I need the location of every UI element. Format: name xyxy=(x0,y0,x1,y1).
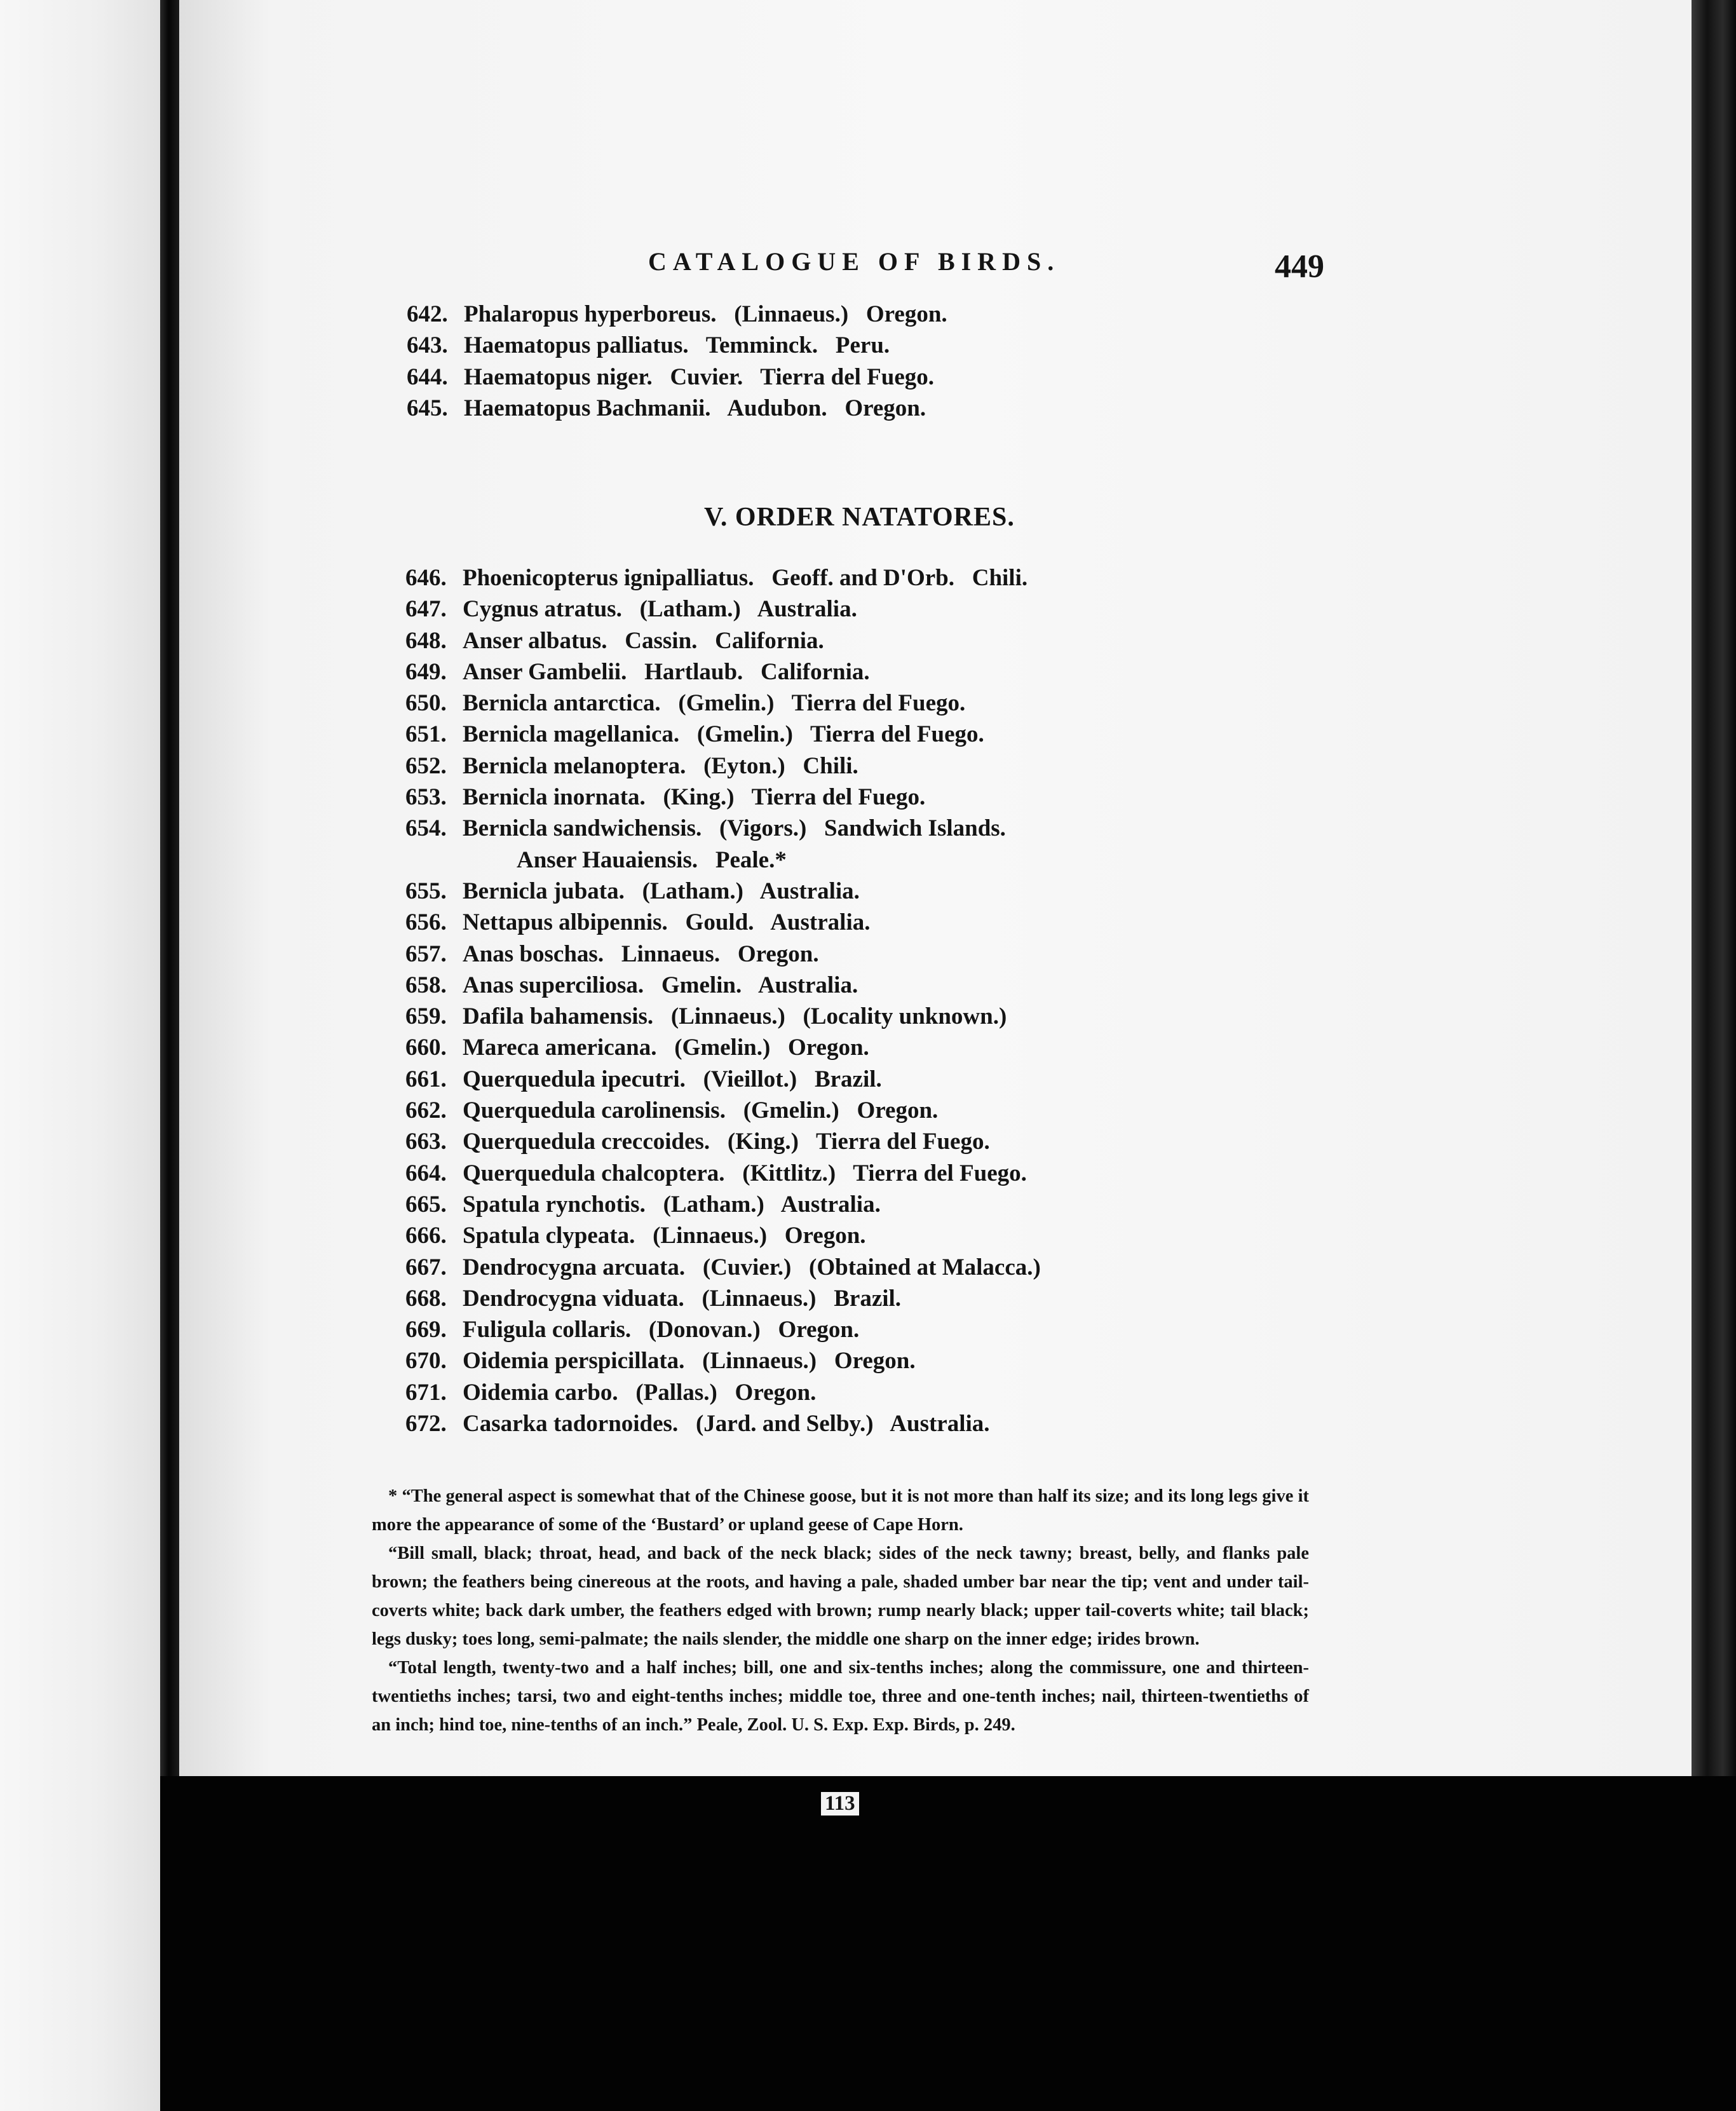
entry xyxy=(405,970,1359,1001)
entry-number: 651. xyxy=(405,721,447,748)
entry-text: Oidemia carbo. (Pallas.) Oregon. xyxy=(463,1379,817,1406)
entry-text: Bernicla melanoptera. (Eyton.) Chili. xyxy=(463,752,858,779)
signature-mark: 113 xyxy=(821,1792,859,1816)
entry xyxy=(405,1408,1359,1439)
entry-text: Haematopus palliatus. Temminck. Peru. xyxy=(464,332,890,359)
entry xyxy=(405,594,1359,625)
entry-number: 648. xyxy=(405,627,447,654)
entry-text: Haematopus Bachmanii. Audubon. Oregon. xyxy=(464,395,926,421)
entry-text: Anser Hauaiensis. Peale.* xyxy=(517,846,787,873)
footnote-paragraph: “Bill small, black; throat, head, and back of the neck black; sides of the neck tawny; breast, belly, and flanks pale brown; the feathers being cinereous at the roots, and having a pale, shaded umber bar near the tip; vent and under tail-coverts white; back dark umber, the feathers edged with brown; rump nearly black; upper tail-coverts white; tail black; legs dusky; toes long, semi-palmate; the nails slender, the middle one sharp on the inner edge; irides brown. xyxy=(372,1544,1309,1649)
footnote xyxy=(372,1482,1309,1739)
entry-text: Dendrocygna viduata. (Linnaeus.) Brazil. xyxy=(463,1285,902,1312)
entry-number: 652. xyxy=(405,752,447,779)
entry xyxy=(405,656,1359,688)
entry-number: 649. xyxy=(405,658,447,685)
entry-text: Dafila bahamensis. (Linnaeus.) (Locality unknown.) xyxy=(463,1003,1007,1030)
entry-number: 669. xyxy=(405,1317,447,1343)
entry xyxy=(405,1032,1359,1063)
entry-number: 644. xyxy=(407,363,448,390)
entry-number: 671. xyxy=(405,1379,447,1406)
entry xyxy=(405,1189,1359,1220)
entry-text: Bernicla antarctica. (Gmelin.) Tierra del Fuego. xyxy=(463,690,966,717)
entry-number: 658. xyxy=(405,972,447,998)
facing-page-edge xyxy=(0,0,160,2111)
entry-text: Haematopus niger. Cuvier. Tierra del Fuego. xyxy=(464,363,934,390)
entry-text: Phoenicopterus ignipalliatus. Geoff. and D'Orb. Chili. xyxy=(463,565,1028,591)
entry-number: 655. xyxy=(405,878,447,904)
entry xyxy=(405,1314,1359,1345)
entry-text: Anas boschas. Linnaeus. Oregon. xyxy=(463,940,819,967)
running-head: CATALOGUE OF BIRDS. xyxy=(648,247,1061,276)
entry-number: 664. xyxy=(405,1160,447,1186)
scan-background xyxy=(160,1776,1736,2111)
entry-text: Anas superciliosa. Gmelin. Australia. xyxy=(463,972,858,998)
entry xyxy=(405,719,1359,750)
entry-number: 668. xyxy=(405,1285,447,1312)
entry-text: Oidemia perspicillata. (Linnaeus.) Oregon. xyxy=(463,1348,916,1375)
entry xyxy=(405,1252,1359,1283)
entry-text: Dendrocygna arcuata. (Cuvier.) (Obtained at Malacca.) xyxy=(463,1254,1041,1280)
entry-text: Bernicla jubata. (Latham.) Australia. xyxy=(463,878,860,904)
entry-list-before xyxy=(407,299,1360,424)
section-heading: V. ORDER NATATORES. xyxy=(704,503,1015,532)
entry xyxy=(405,688,1359,719)
entry xyxy=(405,1377,1359,1408)
entry-number: 662. xyxy=(405,1097,447,1124)
entry-text: Querquedula ipecutri. (Vieillot.) Brazil. xyxy=(463,1066,882,1092)
page-number: 449 xyxy=(1275,248,1324,285)
entry-synonym xyxy=(405,845,1359,876)
entry-number: 660. xyxy=(405,1035,447,1061)
entry-text: Querquedula carolinensis. (Gmelin.) Oregon. xyxy=(463,1097,939,1124)
entry-number: 670. xyxy=(405,1348,447,1375)
entry xyxy=(405,1220,1359,1251)
entry-text: Casarka tadornoides. (Jard. and Selby.) Australia. xyxy=(463,1411,990,1437)
entry xyxy=(405,1095,1359,1126)
entry-text: Fuligula collaris. (Donovan.) Oregon. xyxy=(463,1317,860,1343)
entry xyxy=(405,1345,1359,1376)
entry-text: Phalaropus hyperboreus. (Linnaeus.) Oregon. xyxy=(464,301,947,327)
entry-text: Querquedula chalcoptera. (Kittlitz.) Tierra del Fuego. xyxy=(463,1160,1027,1186)
entry xyxy=(405,813,1359,844)
entry xyxy=(405,562,1359,594)
entry xyxy=(407,330,1360,361)
entry-number: 646. xyxy=(405,565,447,591)
entry-number: 672. xyxy=(405,1411,447,1437)
entry xyxy=(405,1158,1359,1189)
entry-text: Mareca americana. (Gmelin.) Oregon. xyxy=(463,1035,869,1061)
entry xyxy=(405,625,1359,656)
entry-number: 653. xyxy=(405,784,447,811)
entry xyxy=(405,876,1359,907)
entry-list xyxy=(405,562,1359,1439)
entry-number: 642. xyxy=(407,301,448,327)
entry-text: Bernicla magellanica. (Gmelin.) Tierra del Fuego. xyxy=(463,721,984,748)
entry-number: 645. xyxy=(407,395,448,421)
entry-text: Anser Gambelii. Hartlaub. California. xyxy=(463,658,870,685)
footnote-paragraph: “Total length, twenty-two and a half inches; bill, one and six-tenths inches; along the commissure, one and thirteen-twentieths inches; tarsi, two and eight-tenths inches; middle toe, three and one-tenth inches; nail, thirteen-twentieths of an inch; hind toe, nine-tenths of an inch.” Peale, Zool. U. S. Exp. Exp. Birds, p. 249. xyxy=(372,1658,1309,1735)
entry-number: 657. xyxy=(405,940,447,967)
entry-number: 666. xyxy=(405,1223,447,1249)
entry-number: 656. xyxy=(405,909,447,936)
entry xyxy=(405,782,1359,813)
entry xyxy=(407,362,1360,393)
entry-number: 643. xyxy=(407,332,448,359)
entry xyxy=(405,907,1359,938)
entry-number: 647. xyxy=(405,596,447,623)
entry-number: 667. xyxy=(405,1254,447,1280)
entry xyxy=(405,939,1359,970)
entry xyxy=(405,1126,1359,1157)
entry-text: Anser albatus. Cassin. California. xyxy=(463,627,824,654)
entry-text: Bernicla sandwichensis. (Vigors.) Sandwich Islands. xyxy=(463,815,1006,842)
footnote-paragraph: * “The general aspect is somewhat that of the Chinese goose, but it is not more than half its size; and its long legs give it more the appearance of some of the ‘Bustard’ or upland geese of Cape Horn. xyxy=(372,1486,1309,1535)
entry-number: 659. xyxy=(405,1003,447,1030)
entry-number: 665. xyxy=(405,1191,447,1218)
page-edge xyxy=(1692,0,1736,1776)
entry-number: 650. xyxy=(405,690,447,717)
entry-text: Querquedula creccoides. (King.) Tierra del Fuego. xyxy=(463,1129,990,1155)
entry xyxy=(407,393,1360,424)
entry-text: Spatula rynchotis. (Latham.) Australia. xyxy=(463,1191,881,1218)
entry-number: 661. xyxy=(405,1066,447,1092)
entry xyxy=(405,1001,1359,1032)
entry xyxy=(407,299,1360,330)
entry-text: Nettapus albipennis. Gould. Australia. xyxy=(463,909,871,936)
entry-text: Cygnus atratus. (Latham.) Australia. xyxy=(463,596,857,623)
entry xyxy=(405,1283,1359,1314)
entry-number: 663. xyxy=(405,1129,447,1155)
entry xyxy=(405,750,1359,782)
entry xyxy=(405,1064,1359,1095)
entry-number: 654. xyxy=(405,815,447,842)
entry-text: Bernicla inornata. (King.) Tierra del Fuego. xyxy=(463,784,926,811)
entry-text: Spatula clypeata. (Linnaeus.) Oregon. xyxy=(463,1223,866,1249)
